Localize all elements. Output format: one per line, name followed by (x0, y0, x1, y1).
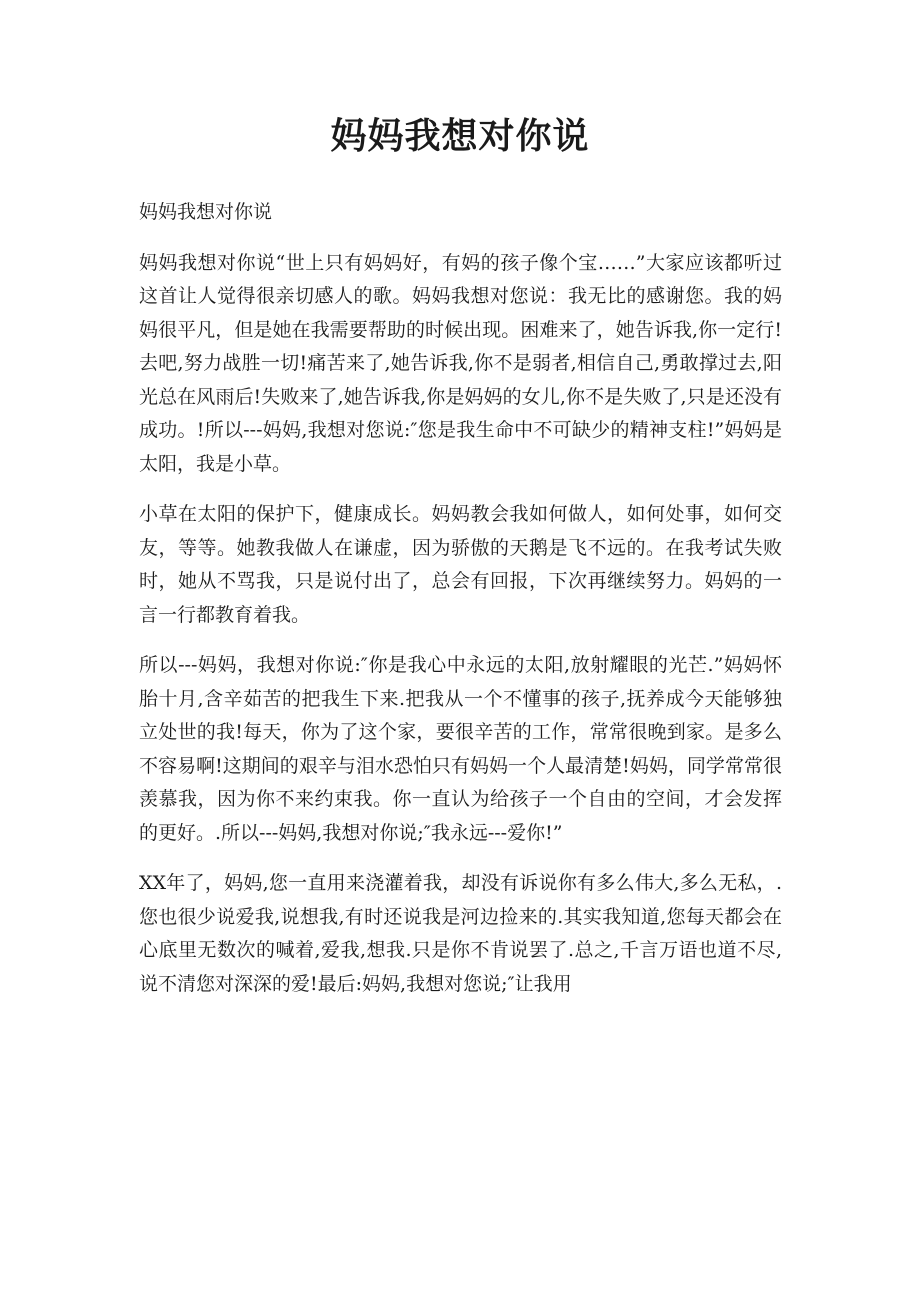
paragraph: XX年了，妈妈,您一直用来浇灌着我，却没有诉说你有多么伟大,多么无私，.您也很少说爱我,说想我,有时还说我是河边捡来的.其实我知道,您每天都会在心底里无数次的喊着,爱我,想我.只是你不肯说罢了.总之,千言万语也道不尽,说不清您对深深的爱!最后:妈妈,我想对您说;″让我用 (139, 872, 782, 995)
document-subtitle: 妈妈我想对你说 (139, 201, 273, 223)
paragraph: 所以---妈妈，我想对你说:″你是我心中永远的太阳,放射耀眼的光芒.”妈妈怀胎十月,含辛茹苦的把我生下来.把我从一个不懂事的孩子,抚养成今天能够独立处世的我!每天，你为了这个家，要很辛苦的工作，常常很晚到家。是多么不容易啊!这期间的艰辛与泪水恐怕只有妈妈一个人最清楚!妈妈，同学常常很羡慕我，因为你不来约束我。你一直认为给孩子一个自由的空间，才会发挥的更好。.所以---妈妈,我想对你说;″我永远---爱你!” (139, 654, 782, 844)
paragraph: 妈妈我想对你说“世上只有妈妈好，有妈的孩子像个宝……”大家应该都听过这首让人觉得很亲切感人的歌。妈妈我想对您说：我无比的感谢您。我的妈妈很平凡，但是她在我需要帮助的时候出现。困难来了，她告诉我,你一定行!去吧,努力战胜一切!痛苦来了,她告诉我,你不是弱者,相信自己,勇敢撑过去,阳光总在风雨后!失败来了,她告诉我,你是妈妈的女儿,你不是失败了,只是还没有成功。!所以---妈妈,我想对您说:″您是我生命中不可缺少的精神支柱!”妈妈是太阳，我是小草。 (139, 251, 782, 475)
document-body (139, 196, 782, 1018)
document-title: 妈妈我想对你说 (330, 115, 590, 157)
paragraph: 小草在太阳的保护下，健康成长。妈妈教会我如何做人，如何处事，如何交友，等等。她教我做人在谦虚，因为骄傲的天鹅是飞不远的。在我考试失败时，她从不骂我，只是说付出了，总会有回报，下次再继续努力。妈妈的一言一行都教育着我。 (139, 503, 782, 626)
